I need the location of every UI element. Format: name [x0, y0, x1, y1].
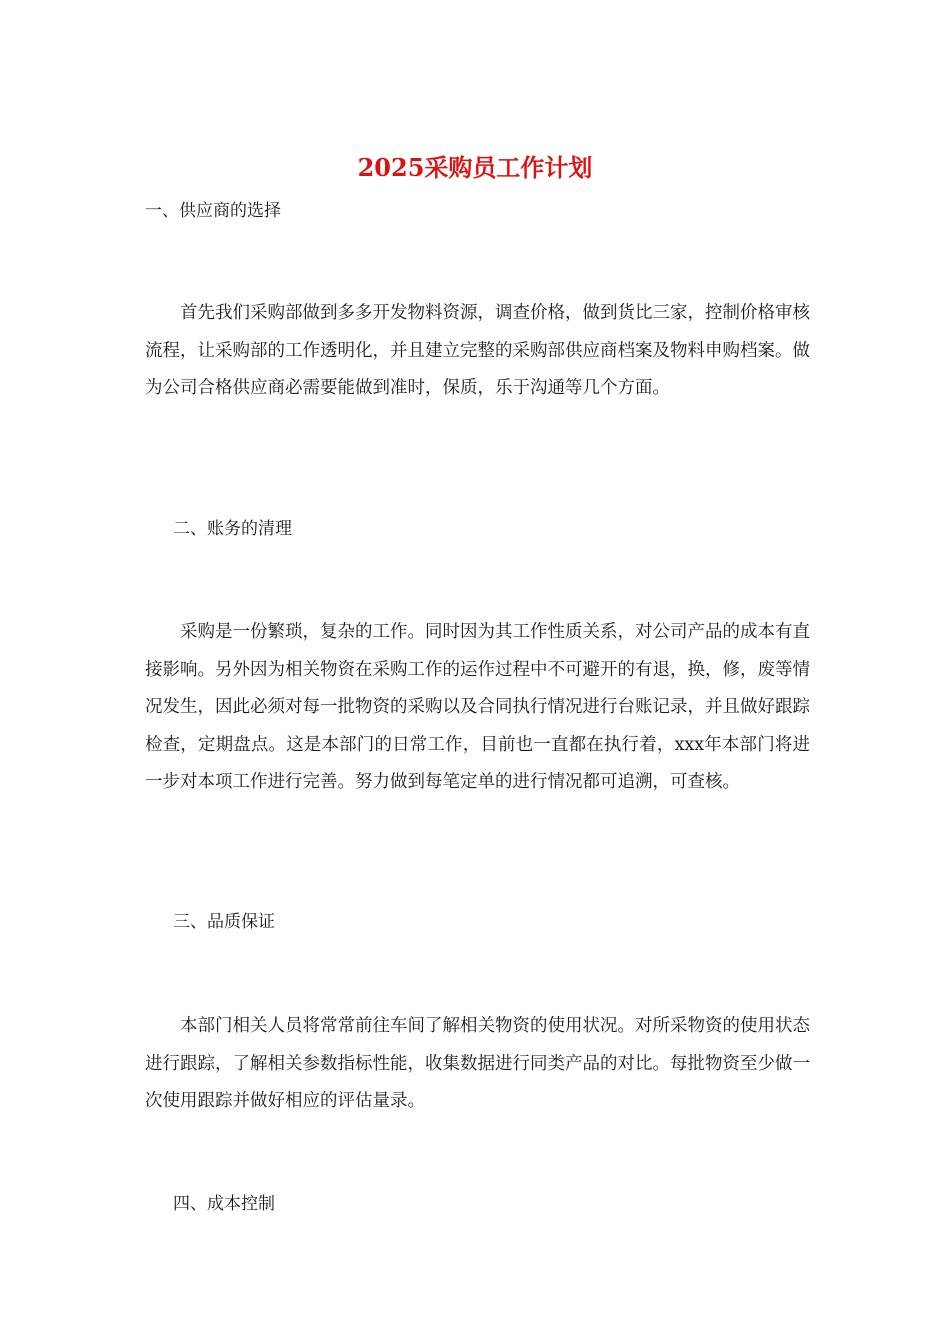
section-heading-suppliers: 一、供应商的选择	[145, 201, 281, 221]
section-body-accounts: 采购是一份繁琐，复杂的工作。同时因为其工作性质关系，对公司产品的成本有直接影响。另外因为相关物资在采购工作的运作过程中不可避开的有退，换，修，废等情况发生，因此必须对每一批物资的采购以及合同执行情况进行台账记录，并且做好跟踪检查，定期盘点。这是本部门的日常工作，目前也一直都在执行着，xxx年本部门将进一步对本项工作进行完善。努力做到每笔定单的进行情况都可追溯，可查核。	[145, 622, 810, 792]
section-body-quality: 本部门相关人员将常常前往车间了解相关物资的使用状况。对所采物资的使用状态进行跟踪，了解相关参数指标性能，收集数据进行同类产品的对比。每批物资至少做一次使用跟踪并做好相应的评估量录。	[145, 1016, 810, 1111]
section-heading-quality: 三、品质保证	[173, 912, 275, 932]
section-body-suppliers: 首先我们采购部做到多多开发物料资源，调查价格，做到货比三家，控制价格审核流程，让采购部的工作透明化，并且建立完整的采购部供应商档案及物料申购档案。做为公司合格供应商必需要能做到准时，保质，乐于沟通等几个方面。	[145, 303, 810, 398]
section-heading-cost: 四、成本控制	[173, 1194, 275, 1214]
document-title: 2025采购员工作计划	[357, 153, 593, 182]
section-heading-accounts: 二、账务的清理	[173, 519, 292, 539]
